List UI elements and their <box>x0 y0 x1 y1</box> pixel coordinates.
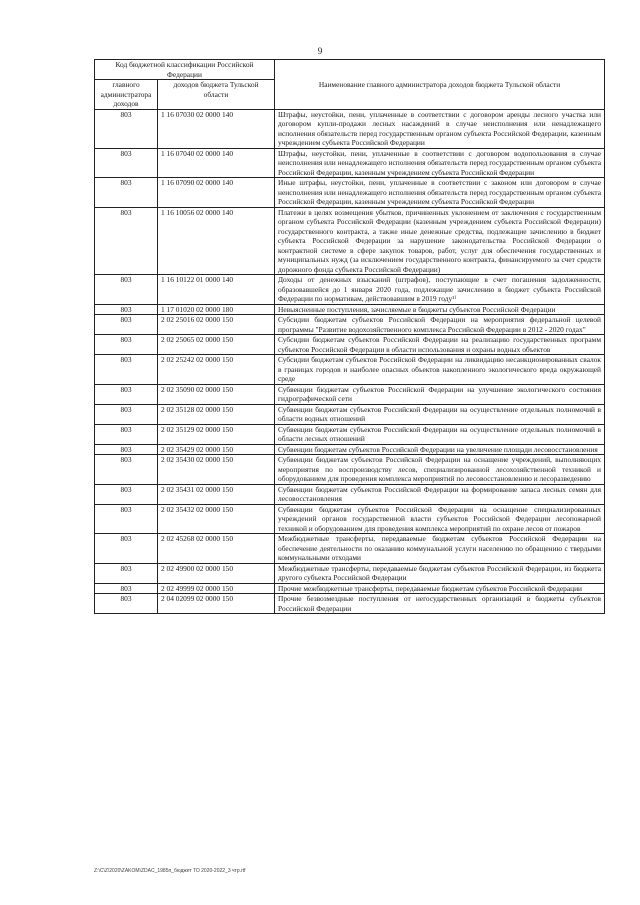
admin-code-cell: 803 <box>95 404 158 424</box>
revenue-name-cell: Субсидии бюджетам субъектов Российской Федерации на реализацию государственных программ субъектов Российской Федерации в области использования и охраны водных объектов <box>275 335 605 355</box>
revenue-code-cell: 1 16 10122 01 0000 140 <box>158 275 275 305</box>
table-row <box>95 178 605 208</box>
revenue-name-cell: Штрафы, неустойки, пени, уплаченные в соответствии с договором аренды лесного участка или договором купли-продажи лесных насаждений в случае неисполнения или ненадлежащего исполнения обязательств перед государственным органом субъекта Российской Федерации, казенным учреждением субъекта Российской Федерации <box>275 109 605 148</box>
revenue-code-cell: 2 02 45268 02 0000 150 <box>158 534 275 564</box>
revenue-name-cell: Штрафы, неустойки, пени, уплаченные в соответствии с договором водопользования в случае неисполнения или ненадлежащего исполнения обязательств перед государственным органом субъекта Российской Федерации, казенным учреждением субъекта Российской Федерации <box>275 148 605 178</box>
revenue-name-cell: Субвенции бюджетам субъектов Российской Федерации на формирование запаса лесных семян для лесовосстановления <box>275 484 605 504</box>
admin-header: главного администратора доходов <box>95 80 158 110</box>
table-row <box>95 109 605 148</box>
table-row <box>95 207 605 275</box>
admin-code-cell: 803 <box>95 583 158 594</box>
revenue-name-cell: Прочие безвозмездные поступления от негосударственных организаций в бюджеты субъектов Российской Федерации <box>275 594 605 614</box>
revenue-code-cell: 2 02 35431 02 0000 150 <box>158 484 275 504</box>
revenue-header: доходов бюджета Тульской области <box>158 80 275 110</box>
revenue-code-cell: 1 17 01020 02 0000 180 <box>158 304 275 315</box>
revenue-name-cell: Межбюджетные трансферты, передаваемые бюджетам субъектов Российской Федерации, из бюджета другого субъекта Российской Федерации <box>275 563 605 583</box>
revenue-code-cell: 2 02 49900 02 0000 150 <box>158 563 275 583</box>
revenue-code-cell: 2 02 25242 02 0000 150 <box>158 355 275 385</box>
revenue-code-cell: 2 02 35432 02 0000 150 <box>158 504 275 534</box>
revenue-name-cell: Субвенции бюджетам субъектов Российской Федерации на увеличение площади лесовосстановления <box>275 444 605 455</box>
revenue-name-cell: Субвенции бюджетам субъектов Российской Федерации на осуществление отдельных полномочий в области водных отношений <box>275 404 605 424</box>
revenue-name-cell: Доходы от денежных взысканий (штрафов), поступающие в счет погашения задолженности, образовавшейся до 1 января 2020 года, подлежащие зачислению в бюджет субъекта Российской Федерации по нормативам, действовавшим в 2019 году¹⁾ <box>275 275 605 305</box>
admin-code-cell: 803 <box>95 504 158 534</box>
table-row <box>95 148 605 178</box>
table-row <box>95 455 605 485</box>
admin-code-cell: 803 <box>95 594 158 614</box>
table-row <box>95 424 605 444</box>
admin-code-cell: 803 <box>95 275 158 305</box>
revenue-name-cell: Межбюджетные трансферты, передаваемые бюджетам субъектов Российской Федерации на обеспечение деятельности по оказанию коммунальной услуги населению по обращению с твердыми коммунальными отходами <box>275 534 605 564</box>
revenue-name-cell: Платежи в целях возмещения убытков, причиненных уклонением от заключения с государственным органом субъекта Российской Федерации (казенным учреждением субъекта Российской Федерации) государственного контракта, а также иные денежные средства, подлежащие зачислению в бюджет субъекта Российской Федерации за нарушение законодательства Российской Федерации о контрактной системе в сфере закупок товаров, работ, услуг для обеспечения государственных и муниципальных нужд (за исключением государственного контракта, финансируемого за счет средств дорожного фонда субъекта Российской Федерации) <box>275 207 605 275</box>
page-number: 9 <box>317 46 323 56</box>
admin-code-cell: 803 <box>95 304 158 315</box>
revenue-classification-table <box>94 59 605 614</box>
revenue-code-cell: 2 02 35429 02 0000 150 <box>158 444 275 455</box>
table-row <box>95 484 605 504</box>
revenue-code-cell: 1 16 10056 02 0000 140 <box>158 207 275 275</box>
admin-code-cell: 803 <box>95 148 158 178</box>
table-row <box>95 335 605 355</box>
table-row <box>95 355 605 385</box>
table-row <box>95 563 605 583</box>
table-row <box>95 304 605 315</box>
table-row <box>95 315 605 335</box>
revenue-name-cell: Субвенции бюджетам субъектов Российской Федерации на улучшение экологического состояния гидрографической сети <box>275 384 605 404</box>
admin-code-cell: 803 <box>95 315 158 335</box>
admin-code-cell: 803 <box>95 207 158 275</box>
revenue-code-cell: 2 02 35430 02 0000 150 <box>158 455 275 485</box>
revenue-code-cell: 2 02 25065 02 0000 150 <box>158 335 275 355</box>
table-row <box>95 384 605 404</box>
admin-code-cell: 803 <box>95 455 158 485</box>
file-path-footer: Z:\C\Z\2020\ZAKOM\ZDAC_1985п_бюджет ТО 2020-2022_3 чтр.rtf <box>94 868 246 874</box>
admin-code-cell: 803 <box>95 335 158 355</box>
table-row <box>95 594 605 614</box>
revenue-name-cell: Субсидии бюджетам субъектов Российской Федерации на мероприятия федеральной целевой программы "Развитие водохозяйственного комплекса Российской Федерации в 2012 - 2020 годах" <box>275 315 605 335</box>
revenue-code-cell: 1 16 07030 02 0000 140 <box>158 109 275 148</box>
revenue-name-cell: Прочие межбюджетные трансферты, передаваемые бюджетам субъектов Российской Федерации <box>275 583 605 594</box>
revenue-name-cell: Субсидии бюджетам субъектов Российской Федерации на ликвидацию несанкционированных свалок в границах городов и наиболее опасных объектов накопленного экологического вреда окружающей среде <box>275 355 605 385</box>
revenue-code-cell: 2 02 35129 02 0000 150 <box>158 424 275 444</box>
revenue-name-cell: Субвенции бюджетам субъектов Российской Федерации на оснащение специализированных учреждений органов государственной власти субъектов Российской Федерации лесопожарной техникой и оборудованием для проведения комплекса мероприятий по охране лесов от пожаров <box>275 504 605 534</box>
table-row <box>95 583 605 594</box>
name-header: Наименование главного администратора доходов бюджета Тульской области <box>275 60 605 110</box>
revenue-name-cell: Иные штрафы, неустойки, пени, уплаченные в соответствии с законом или договором в случае неисполнения или ненадлежащего исполнения обязательств перед государственным органом субъекта Российской Федерации, казенным учреждением субъекта Российской Федерации <box>275 178 605 208</box>
admin-code-cell: 803 <box>95 534 158 564</box>
revenue-name-cell: Субвенции бюджетам субъектов Российской Федерации на осуществление отдельных полномочий в области лесных отношений <box>275 424 605 444</box>
table-row <box>95 404 605 424</box>
admin-code-cell: 803 <box>95 178 158 208</box>
admin-code-cell: 803 <box>95 444 158 455</box>
revenue-code-cell: 2 02 35090 02 0000 150 <box>158 384 275 404</box>
table-row <box>95 504 605 534</box>
table-body <box>95 109 605 614</box>
revenue-code-cell: 2 04 02099 02 0000 150 <box>158 594 275 614</box>
budget-code-header: Код бюджетной классификации Российской Федерации <box>95 60 275 80</box>
revenue-name-cell: Невыясненные поступления, зачисляемые в бюджеты субъектов Российской Федерации <box>275 304 605 315</box>
admin-code-cell: 803 <box>95 424 158 444</box>
revenue-code-cell: 1 16 07040 02 0000 140 <box>158 148 275 178</box>
admin-code-cell: 803 <box>95 563 158 583</box>
table-row <box>95 444 605 455</box>
revenue-code-cell: 1 16 07090 02 0000 140 <box>158 178 275 208</box>
table-row <box>95 534 605 564</box>
revenue-code-cell: 2 02 49999 02 0000 150 <box>158 583 275 594</box>
revenue-name-cell: Субвенции бюджетам субъектов Российской Федерации на оснащение учреждений, выполняющих мероприятия по воспроизводству лесов, специализированной лесохозяйственной техникой и оборудованием для проведения комплекса мероприятий по лесовосстановлению и лесоразведению <box>275 455 605 485</box>
admin-code-cell: 803 <box>95 484 158 504</box>
revenue-code-cell: 2 02 35128 02 0000 150 <box>158 404 275 424</box>
admin-code-cell: 803 <box>95 355 158 385</box>
admin-code-cell: 803 <box>95 109 158 148</box>
revenue-code-cell: 2 02 25016 02 0000 150 <box>158 315 275 335</box>
table-row <box>95 275 605 305</box>
admin-code-cell: 803 <box>95 384 158 404</box>
